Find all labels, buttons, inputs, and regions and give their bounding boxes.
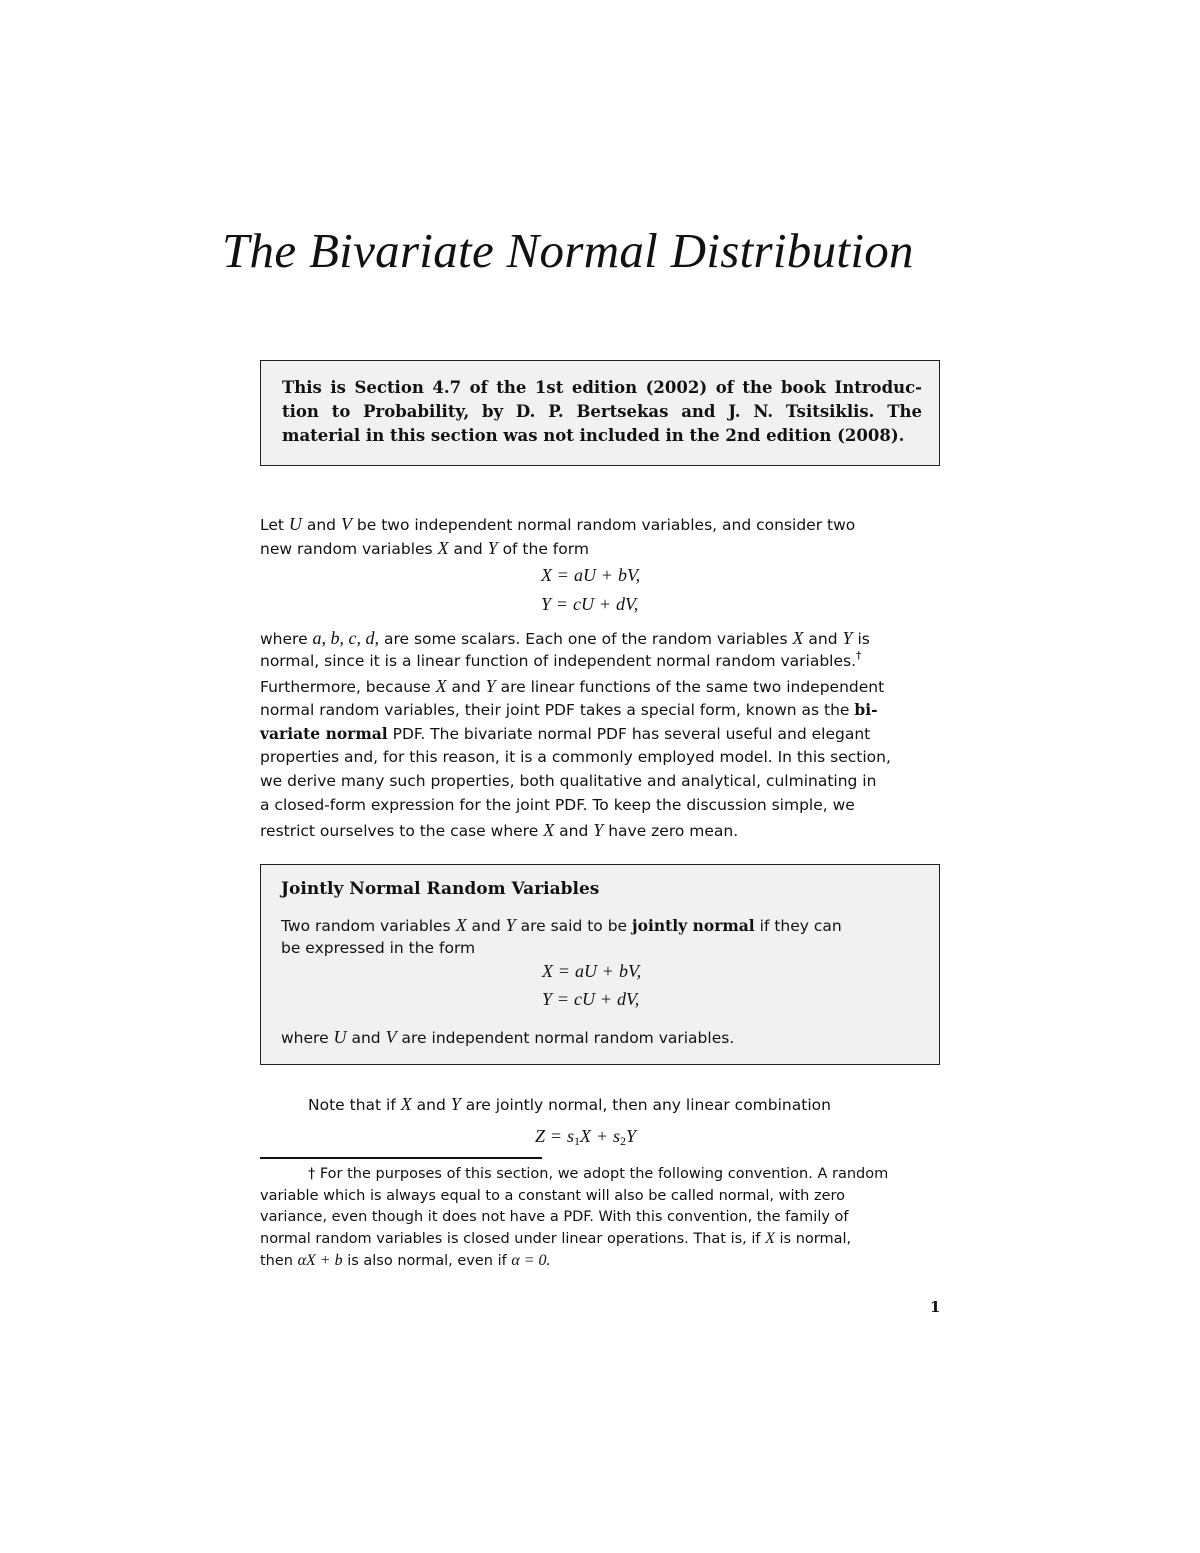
definition-box	[260, 864, 940, 1065]
footnote-rule	[260, 1157, 542, 1159]
para-line-4: normal random variables, their joint PDF takes a special form, known as the bi-	[260, 700, 878, 719]
equation-x-line: X = aU + bV,	[541, 565, 641, 585]
definition-line-2: be expressed in the form	[281, 939, 476, 957]
document-title: The Bivariate Normal Distribution	[222, 223, 914, 278]
para-line-6: properties and, for this reason, it is a commonly employed model. In this section,	[260, 748, 891, 766]
footnote-line-4: normal random variables is closed under linear operations. That is, if X is normal,	[260, 1230, 852, 1247]
para-line-2: normal, since it is a linear function of independent normal random variables.†	[260, 649, 862, 670]
definition-line-1: Two random variables X and Y are said to be jointly normal if they can	[281, 915, 842, 935]
para-line-9: restrict ourselves to the case where X and Y have zero mean.	[260, 820, 739, 840]
definition-equation-x: X = aU + bV,	[542, 961, 642, 981]
definition-equation-y: Y = cU + dV,	[542, 989, 640, 1009]
para-line-8: a closed-form expression for the joint PDF. To keep the discussion simple, we	[260, 796, 855, 814]
intro-line-2: new random variables X and Y of the form	[260, 538, 589, 558]
footnote-marker: †	[856, 649, 862, 662]
footnote-line-3: variance, even though it does not have a PDF. With this convention, the family of	[260, 1209, 849, 1225]
equation-y-line: Y = cU + dV,	[541, 594, 639, 614]
intro-line-1: Let U and V be two independent normal random variables, and consider two	[260, 514, 856, 534]
footnote-line-5: then αX + b is also normal, even if α = 0.	[260, 1252, 551, 1269]
note-line-2: tion to Probability, by D. P. Bertsekas and J. N. Tsitsiklis. The	[282, 402, 922, 421]
para-line-1: where a, b, c, d, are some scalars. Each one of the random variables X and Y is	[260, 628, 870, 648]
edition-note-text	[282, 376, 922, 448]
definition-line-3: where U and V are independent normal random variables.	[281, 1027, 735, 1047]
footnote-line-2: variable which is always equal to a constant will also be called normal, with zero	[260, 1188, 846, 1204]
note-line-3: material in this section was not included in the 2nd edition (2008).	[282, 426, 905, 445]
equation-z: $Z = s_1X + s_2Y$	[535, 1126, 637, 1148]
note-line-1: This is Section 4.7 of the 1st edition (2002) of the book Introduc-	[282, 378, 922, 397]
footnote-line-1: † For the purposes of this section, we adopt the following convention. A random	[308, 1166, 889, 1182]
edition-note-box	[260, 360, 940, 466]
definition-title: Jointly Normal Random Variables	[281, 879, 600, 899]
para-line-5: variate normal PDF. The bivariate normal PDF has several useful and elegant	[260, 724, 871, 743]
linear-combination-line: Note that if X and Y are jointly normal, then any linear combination	[308, 1094, 831, 1114]
para-line-3: Furthermore, because X and Y are linear functions of the same two independent	[260, 676, 885, 696]
para-line-7: we derive many such properties, both qualitative and analytical, culminating in	[260, 772, 877, 790]
page-number: 1	[930, 1298, 941, 1316]
